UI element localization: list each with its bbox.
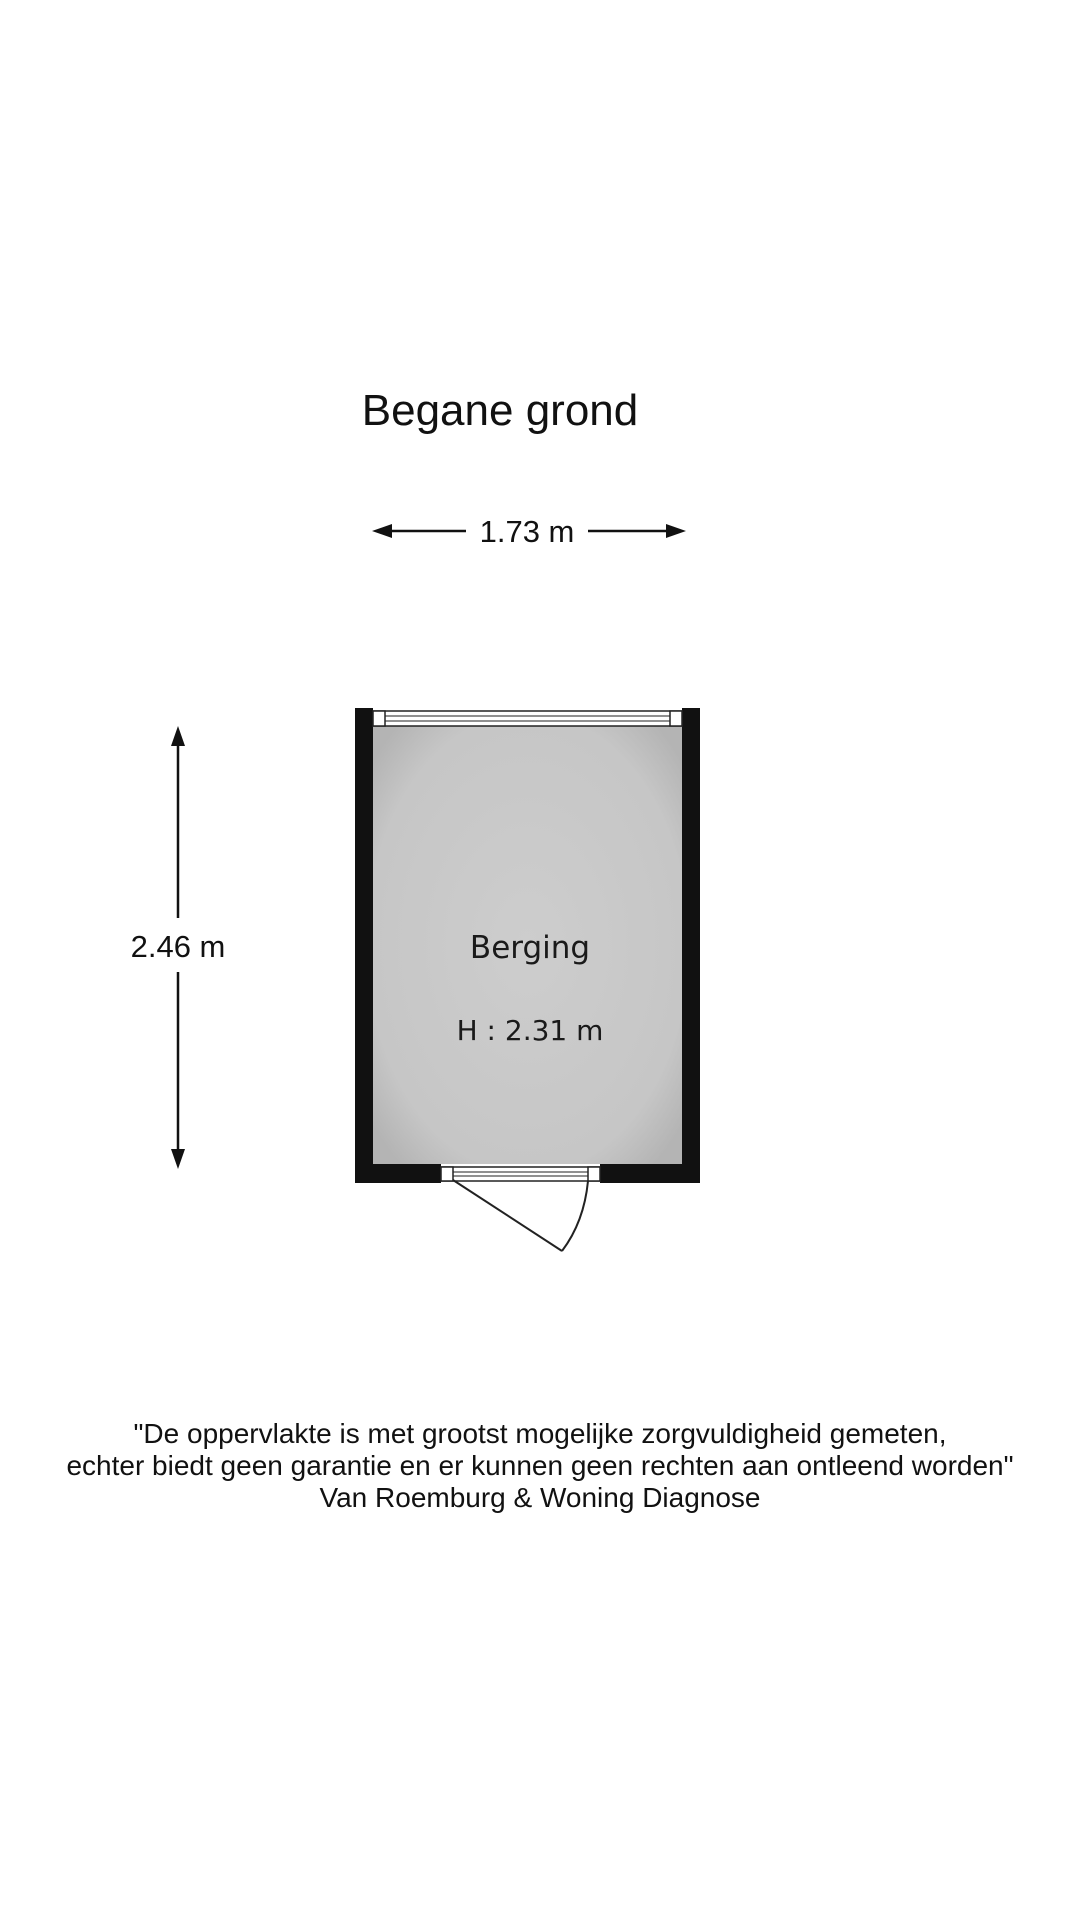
wall-left [355,708,373,1183]
floor-title: Begane grond [361,386,639,435]
disclaimer [0,1418,1080,1514]
wall-bottom-left [355,1164,441,1183]
depth-dimension [131,726,226,1169]
wall-right [682,708,700,1183]
depth-label: 2.46 m [130,929,226,964]
door-leaf [453,1180,562,1251]
door-swing-arc [562,1181,588,1251]
room-name: Berging [469,930,591,966]
width-dimension [372,514,686,549]
room-height: H : 2.31 m [456,1014,604,1047]
disclaimer-line-2: echter biedt geen garantie en er kunnen geen rechten aan ontleend worden" [66,1450,1014,1481]
disclaimer-line-1: "De oppervlakte is met grootst mogelijke zorgvuldigheid gemeten, [133,1418,947,1449]
window-top [373,711,682,726]
disclaimer-line-3: Van Roemburg & Woning Diagnose [319,1482,761,1513]
width-label: 1.73 m [479,514,575,549]
door [441,1167,600,1251]
wall-bottom-right [600,1164,700,1183]
